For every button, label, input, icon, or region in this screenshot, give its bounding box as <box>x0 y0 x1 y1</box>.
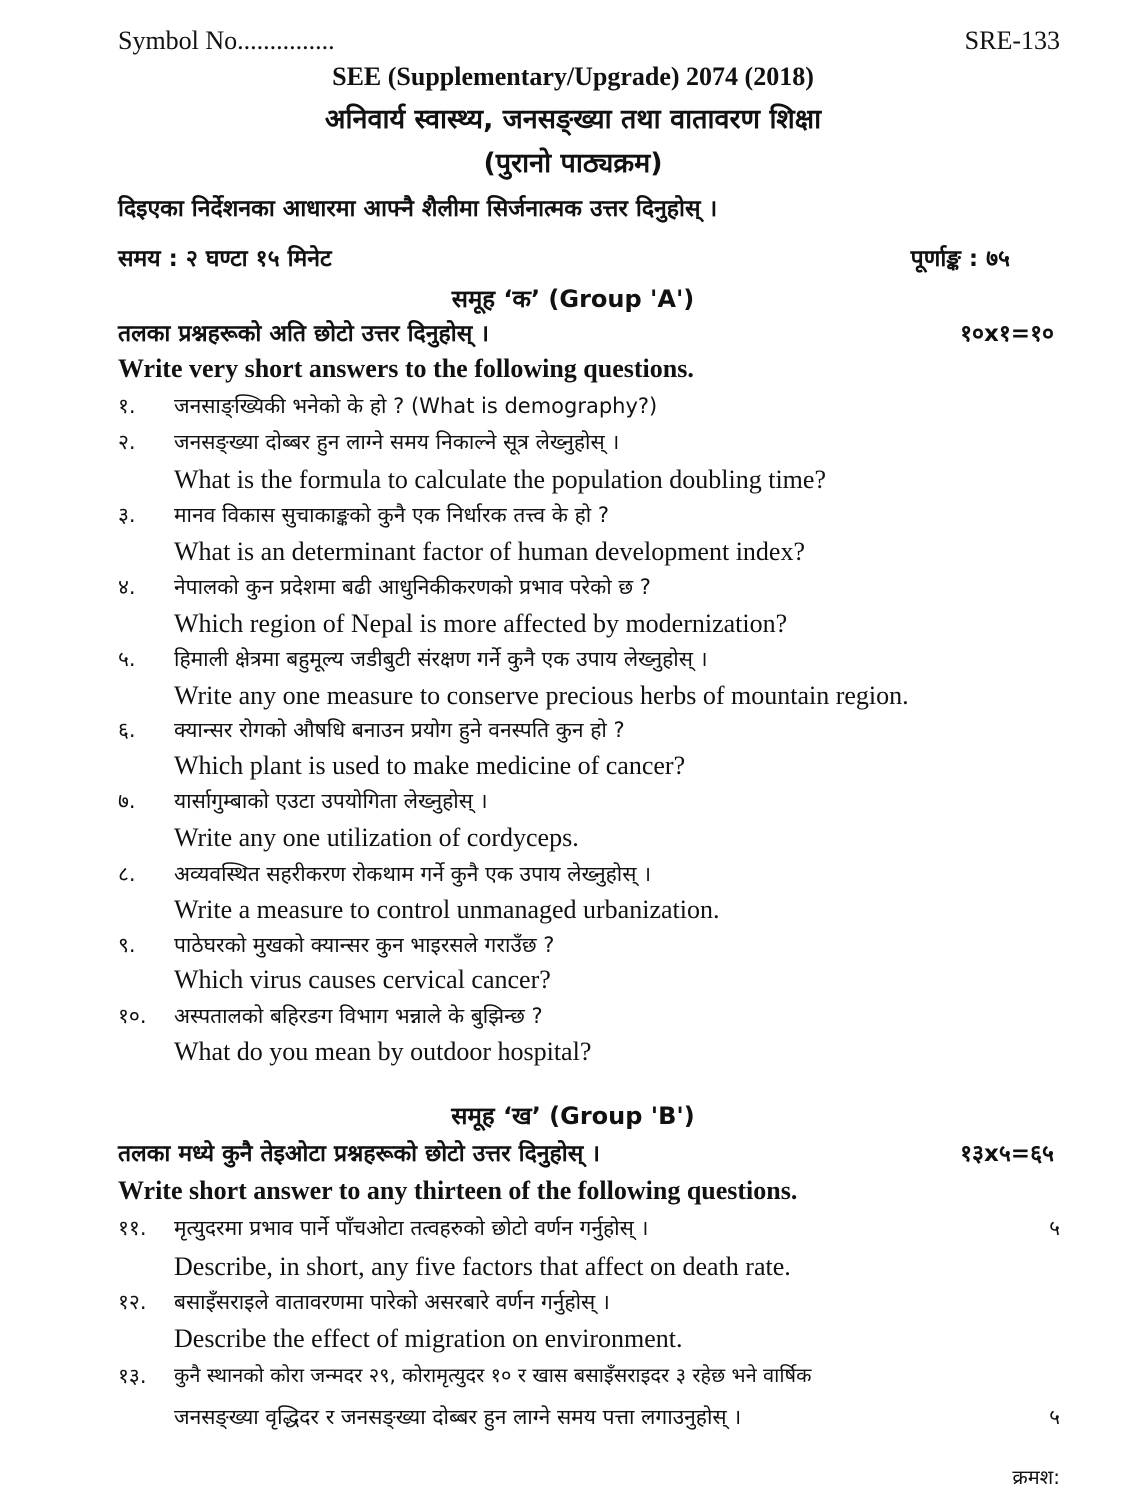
continued-label: क्रमश: <box>1012 1465 1060 1489</box>
question-text-np: कुनै स्थानको कोरा जन्मदर २९, कोरामृत्युदर १० र खास बसाइँसराइदर ३ रहेछ भने वार्षिक <box>174 1363 812 1387</box>
question-text-en: What is an determinant factor of human development index? <box>174 537 805 566</box>
subject-title: अनिवार्य स्वास्थ्य, जनसङ्ख्या तथा वातावरण शिक्षा <box>324 104 822 135</box>
question-number: २. <box>118 430 136 454</box>
question-number: ४. <box>118 575 136 599</box>
question-text-np: बसाइँसराइले वातावरणमा पारेको असरबारे वर्णन गर्नुहोस् । <box>174 1290 610 1314</box>
question-text-en: Which plant is used to make medicine of cancer? <box>174 751 686 780</box>
question-text-np: अव्यवस्थित सहरीकरण रोकथाम गर्ने कुनै एक उपाय लेख्नुहोस् । <box>174 862 652 886</box>
question-marks: ५ <box>1049 1216 1060 1240</box>
question-number: १०. <box>118 1004 147 1028</box>
group-a-marks: १०x१=१० <box>960 321 1054 347</box>
question-text-np: जनसाङ्ख्यिकी भनेको के हो ? (What is demography?) <box>174 394 658 418</box>
question-text-np: मानव विकास सुचाकाङ्कको कुनै एक निर्धारक तत्त्व के हो ? <box>174 503 609 527</box>
question-text-np: पाठेघरको मुखको क्यान्सर कुन भाइरसले गराउँछ ? <box>174 933 555 957</box>
question-number: ८. <box>118 862 136 886</box>
group-b-instruction-np: तलका मध्ये कुनै तेइओटा प्रश्नहरूको छोटो उत्तर दिनुहोस् । <box>118 1141 600 1167</box>
question-text-np: क्यान्सर रोगको औषधि बनाउन प्रयोग हुने वनस्पति कुन हो ? <box>174 718 625 742</box>
question-number: १३. <box>118 1364 147 1388</box>
question-text-np: जनसङ्ख्या दोब्बर हुन लाग्ने समय निकाल्ने सूत्र लेख्नुहोस् । <box>174 430 620 454</box>
question-number: ६. <box>118 718 136 742</box>
question-marks: ५ <box>1049 1405 1060 1429</box>
question-number: ५. <box>118 647 136 671</box>
question-text-en: Write any one measure to conserve precious herbs of mountain region. <box>174 681 909 710</box>
question-text-np: हिमाली क्षेत्रमा बहुमूल्य जडीबुटी संरक्षण गर्ने कुनै एक उपाय लेख्नुहोस् । <box>174 647 708 671</box>
question-text-en: Write a measure to control unmanaged urbanization. <box>174 895 720 924</box>
question-number: १. <box>118 394 136 418</box>
question-number: ७. <box>118 789 136 813</box>
question-number: ९. <box>118 933 136 957</box>
question-number: १२. <box>118 1290 147 1314</box>
group-a-instruction-en: Write very short answers to the following questions. <box>118 354 694 383</box>
question-text-en: Describe the effect of migration on environment. <box>174 1324 683 1353</box>
question-text-en: Describe, in short, any five factors that affect on death rate. <box>174 1252 791 1281</box>
question-number: ११. <box>118 1216 147 1240</box>
question-text-np: मृत्युदरमा प्रभाव पार्ने पाँचओटा तत्वहरुको छोटो वर्णन गर्नुहोस् । <box>174 1216 649 1240</box>
question-text-en: What is the formula to calculate the population doubling time? <box>174 465 826 494</box>
question-text-np: अस्पतालको बहिरङग विभाग भन्नाले के बुझिन्छ ? <box>174 1004 543 1028</box>
general-instruction: दिइएका निर्देशनका आधारमा आफ्नै शैलीमा सिर्जनात्मक उत्तर दिनुहोस् । <box>118 196 718 222</box>
question-number: ३. <box>118 503 136 527</box>
question-text-en: Which region of Nepal is more affected by modernization? <box>174 609 788 638</box>
group-a-title: समूह ‘क’ (Group 'A') <box>451 285 695 313</box>
full-marks: पूर्णाङ्क : ७५ <box>910 246 1010 272</box>
exam-time: समय : २ घण्टा १५ मिनेट <box>118 246 332 272</box>
paper-code: SRE-133 <box>964 26 1060 55</box>
symbol-number: Symbol No............... <box>118 26 335 55</box>
exam-title: SEE (Supplementary/Upgrade) 2074 (2018) <box>332 62 814 91</box>
question-text-en: Write any one utilization of cordyceps. <box>174 823 579 852</box>
question-text-en: What do you mean by outdoor hospital? <box>174 1037 592 1066</box>
group-b-marks: १३x५=६५ <box>960 1141 1054 1167</box>
curriculum-label: (पुरानो पाठ्यक्रम) <box>483 148 663 179</box>
group-b-title: समूह ‘ख’ (Group 'B') <box>451 1102 695 1130</box>
question-text-np: नेपालको कुन प्रदेशमा बढी आधुनिकीकरणको प्रभाव परेको छ ? <box>174 575 651 599</box>
group-b-instruction-en: Write short answer to any thirteen of the following questions. <box>118 1176 798 1205</box>
group-a-instruction-np: तलका प्रश्नहरूको अति छोटो उत्तर दिनुहोस् । <box>118 321 489 347</box>
question-text-np-continued: जनसङ्ख्या वृद्धिदर र जनसङ्ख्या दोब्बर हुन लाग्ने समय पत्ता लगाउनुहोस् । <box>174 1405 742 1429</box>
question-text-np: यार्सागुम्बाको एउटा उपयोगिता लेख्नुहोस् । <box>174 789 488 813</box>
question-text-en: Which virus causes cervical cancer? <box>174 965 551 994</box>
